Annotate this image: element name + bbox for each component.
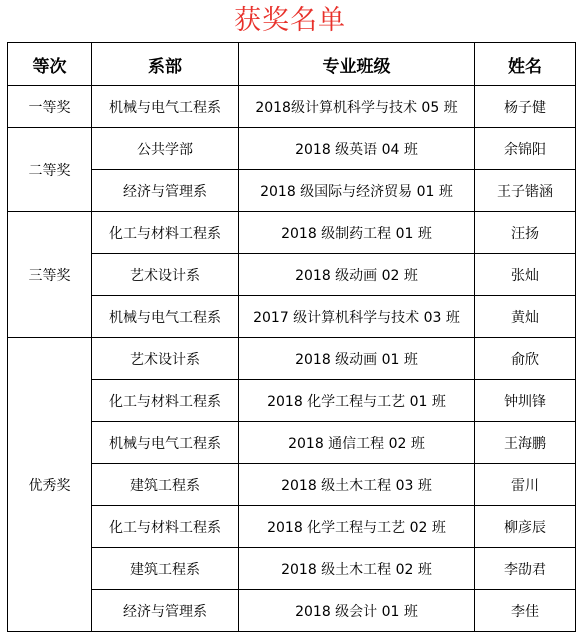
grade-cell: 一等奖 [8,86,92,128]
table-row [8,422,576,464]
class-cell: 2018 级动画 02 班 [239,254,475,296]
class-cell: 2018 级英语 04 班 [239,128,475,170]
name-cell: 黄灿 [475,296,576,338]
header-grade: 等次 [8,43,92,86]
name-cell: 汪扬 [475,212,576,254]
department-cell: 建筑工程系 [92,464,239,506]
table-row [8,212,576,254]
class-cell: 2018级计算机科学与技术 05 班 [239,86,475,128]
class-cell: 2018 通信工程 02 班 [239,422,475,464]
name-cell: 余锦阳 [475,128,576,170]
class-cell: 2017 级计算机科学与技术 03 班 [239,296,475,338]
name-cell: 柳彦辰 [475,506,576,548]
name-cell: 雷川 [475,464,576,506]
department-cell: 机械与电气工程系 [92,296,239,338]
table-row [8,128,576,170]
table-row [8,170,576,212]
grade-cell: 优秀奖 [8,338,92,632]
department-cell: 艺术设计系 [92,254,239,296]
name-cell: 王海鹏 [475,422,576,464]
table-row [8,380,576,422]
class-cell: 2018 级制药工程 01 班 [239,212,475,254]
table-header-row [8,43,576,86]
grade-cell: 三等奖 [8,212,92,338]
table-row [8,464,576,506]
department-cell: 化工与材料工程系 [92,380,239,422]
department-cell: 机械与电气工程系 [92,86,239,128]
class-cell: 2018 级国际与经济贸易 01 班 [239,170,475,212]
class-cell: 2018 级土木工程 03 班 [239,464,475,506]
class-cell: 2018 化学工程与工艺 02 班 [239,506,475,548]
header-department: 系部 [92,43,239,86]
table-row [8,296,576,338]
header-class: 专业班级 [239,43,475,86]
class-cell: 2018 级会计 01 班 [239,590,475,632]
name-cell: 杨子健 [475,86,576,128]
table-row [8,86,576,128]
department-cell: 艺术设计系 [92,338,239,380]
table-row [8,254,576,296]
table-row [8,506,576,548]
department-cell: 经济与管理系 [92,170,239,212]
grade-cell: 二等奖 [8,128,92,212]
header-name: 姓名 [475,43,576,86]
award-list-table [7,42,576,632]
name-cell: 王子锴涵 [475,170,576,212]
class-cell: 2018 级动画 01 班 [239,338,475,380]
table-row [8,338,576,380]
page-title: 获奖名单 [234,5,346,36]
name-cell: 张灿 [475,254,576,296]
name-cell: 钟圳锋 [475,380,576,422]
class-cell: 2018 化学工程与工艺 01 班 [239,380,475,422]
name-cell: 李劭君 [475,548,576,590]
department-cell: 化工与材料工程系 [92,212,239,254]
name-cell: 李佳 [475,590,576,632]
table-row [8,548,576,590]
name-cell: 俞欣 [475,338,576,380]
department-cell: 化工与材料工程系 [92,506,239,548]
table-row [8,590,576,632]
department-cell: 机械与电气工程系 [92,422,239,464]
department-cell: 建筑工程系 [92,548,239,590]
class-cell: 2018 级土木工程 02 班 [239,548,475,590]
department-cell: 公共学部 [92,128,239,170]
department-cell: 经济与管理系 [92,590,239,632]
